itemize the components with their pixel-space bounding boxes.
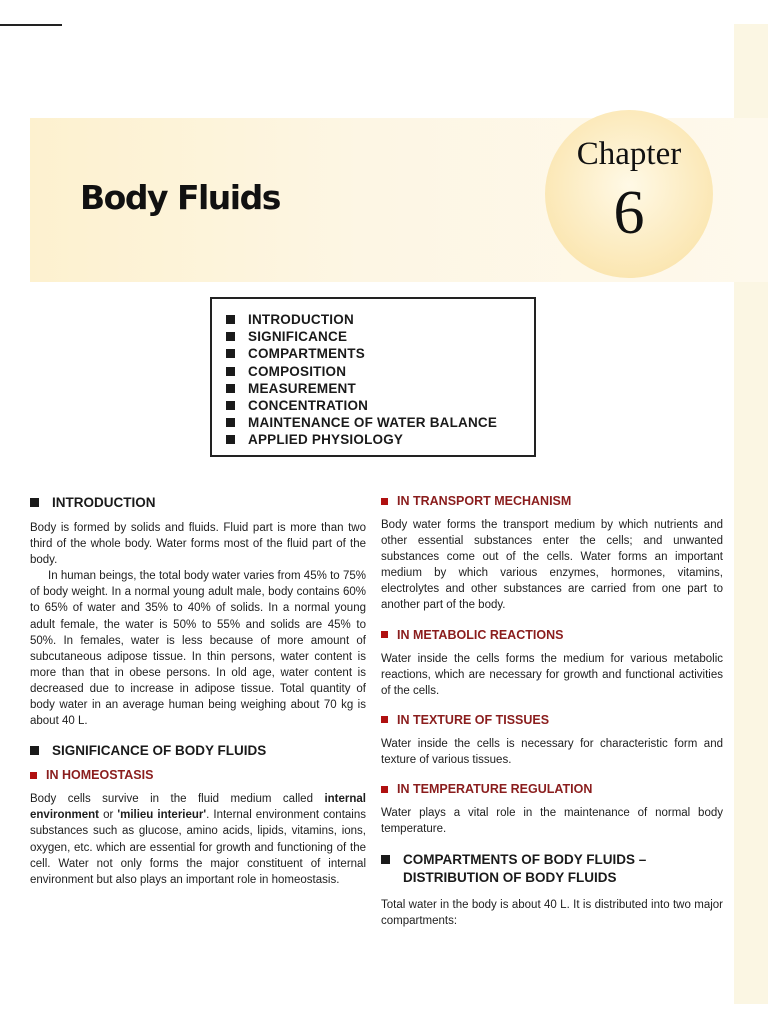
toc-item	[226, 345, 534, 362]
top-rule	[0, 24, 62, 26]
toc-item	[226, 431, 534, 448]
bullet-square-icon	[30, 746, 39, 755]
bullet-square-icon	[226, 349, 235, 358]
bullet-square-icon	[381, 855, 390, 864]
chapter-title: Body Fluids	[80, 178, 280, 217]
subsection-heading	[381, 713, 723, 727]
chapter-badge	[545, 110, 713, 278]
bullet-square-icon	[381, 786, 388, 793]
compartments-paragraph: Total water in the body is about 40 L. It is distributed into two major compartments:	[381, 899, 723, 928]
bullet-square-icon	[30, 498, 39, 507]
toc-item-label: INTRODUCTION	[248, 312, 354, 328]
toc-item-label: COMPOSITION	[248, 363, 347, 379]
toc-item	[226, 328, 534, 345]
subsection-heading	[381, 494, 723, 508]
section-heading	[30, 743, 366, 758]
toc-item-label: CONCENTRATION	[248, 398, 369, 414]
homeostasis-text-lead: Body cells survive in the fluid medium called	[30, 793, 325, 806]
section-heading	[381, 851, 723, 887]
compartments-heading-line-2: DISTRIBUTION OF BODY FLUIDS	[403, 870, 617, 886]
bullet-square-icon	[381, 631, 388, 638]
right-column	[381, 494, 723, 929]
chapter-contents-box	[210, 297, 536, 457]
temperature-heading: IN TEMPERATURE REGULATION	[397, 782, 593, 797]
metabolic-paragraph: Water inside the cells forms the medium for various metabolic reactions, which are necessary for growth and functional activities of the cells.	[381, 652, 723, 697]
chapter-number: 6	[613, 179, 645, 247]
bullet-square-icon	[30, 772, 37, 779]
texture-heading: IN TEXTURE OF TISSUES	[397, 712, 550, 727]
homeostasis-term-milieu: 'milieu interieur'	[117, 809, 207, 822]
introduction-heading: INTRODUCTION	[52, 495, 156, 510]
metabolic-heading: IN METABOLIC REACTIONS	[397, 627, 564, 642]
left-column	[30, 495, 366, 888]
compartments-heading-line-1: COMPARTMENTS OF BODY FLUIDS –	[403, 852, 647, 868]
toc-item	[226, 397, 534, 414]
toc-item-label: APPLIED PHYSIOLOGY	[248, 432, 404, 448]
introduction-paragraph-2: In human beings, the total body water varies from 45% to 75% of body weight. In a normal young adult male, body contains 60% to 65% of water and 35% to 40% of solids. In a normal young adult female, the water is 50% to 55% and solids are 45% to 50%. In females, water is less because of more amount of subcutaneous adipose tissue. In thin persons, water content is more than that in obese persons. In old age, water content is decreased due to increase in adipose tissue. Total quantity of body water in an average human being weighing about 70 kg is about 40 L.	[30, 570, 366, 728]
spacer	[381, 837, 723, 851]
homeostasis-heading: IN HOMEOSTASIS	[46, 768, 154, 783]
toc-item	[226, 414, 534, 431]
bullet-square-icon	[226, 401, 235, 410]
homeostasis-term-internal-environment: internal environment	[30, 793, 366, 822]
homeostasis-text-tail: . Internal environment contains substances such as glucose, amino acids, lipids, vitamins, ions, oxygen, etc. which are essential for growth and functioning of the cell. Water not only forms the major constituent of internal environment but also plays an important role in homeostasis.	[30, 809, 366, 886]
subsection-heading	[381, 628, 723, 642]
chapter-label: Chapter	[576, 136, 682, 172]
significance-heading: SIGNIFICANCE OF BODY FLUIDS	[52, 743, 267, 759]
texture-paragraph: Water inside the cells is necessary for characteristic form and texture of various tissues.	[381, 737, 723, 766]
spacer	[381, 699, 723, 713]
toc-item	[226, 380, 534, 397]
temperature-paragraph: Water plays a vital role in the maintenance of normal body temperature.	[381, 807, 723, 836]
homeostasis-text-mid: or	[99, 809, 118, 822]
bullet-square-icon	[226, 384, 235, 393]
bullet-square-icon	[381, 716, 388, 723]
subsection-heading	[30, 768, 366, 782]
spacer	[381, 768, 723, 782]
homeostasis-paragraph	[30, 791, 366, 888]
bullet-square-icon	[226, 315, 235, 324]
toc-item-label: COMPARTMENTS	[248, 346, 365, 362]
bullet-square-icon	[381, 498, 388, 505]
bullet-square-icon	[226, 435, 235, 444]
introduction-paragraph-1: Body is formed by solids and fluids. Fluid part is more than two third of the whole body. Water forms most of the fluid part of the body.	[30, 522, 366, 567]
transport-paragraph: Body water forms the transport medium by which nutrients and other essential substances enter the cells; and unwanted substances come out of the cells. Water forms an important medium by which various enzymes, hormones, vitamins, electrolytes and other substances are carried from one part to another part of the body.	[381, 519, 723, 612]
toc-item	[226, 311, 534, 328]
section-heading	[30, 495, 366, 510]
transport-heading: IN TRANSPORT MECHANISM	[397, 494, 572, 508]
compartments-heading	[403, 851, 646, 887]
bullet-square-icon	[226, 332, 235, 341]
subsection-heading	[381, 782, 723, 796]
toc-item	[226, 363, 534, 380]
toc-item-label: MEASUREMENT	[248, 380, 356, 396]
spacer	[30, 729, 366, 743]
bullet-square-icon	[226, 367, 235, 376]
toc-item-label: SIGNIFICANCE	[248, 329, 348, 345]
toc-item-label: MAINTENANCE OF WATER BALANCE	[248, 415, 498, 431]
spacer	[381, 614, 723, 628]
bullet-square-icon	[226, 418, 235, 427]
